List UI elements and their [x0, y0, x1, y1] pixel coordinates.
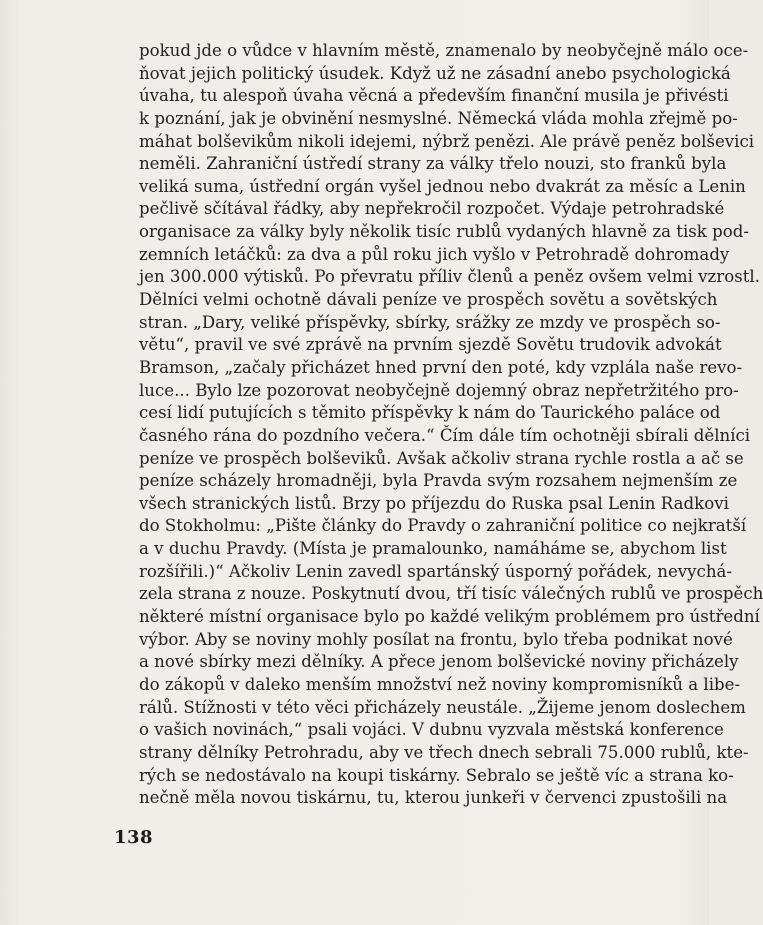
- text-line: nečně měla novou tiskárnu, tu, kterou junkeři v červenci zpustošili na: [139, 788, 728, 808]
- text-line: neměli. Zahraniční ústředí strany za války třelo nouzi, sto franků byla: [139, 154, 727, 174]
- text-line: rálů. Stížnosti v této věci přicházely neustále. „Žijeme jenom doslechem: [139, 697, 746, 717]
- text-line: luce... Bylo lze pozorovat neobyčejně dojemný obraz nepřetržitého pro-: [139, 380, 739, 400]
- text-line: stran. „Dary, veliké příspěvky, sbírky, srážky ze mzdy ve prospěch so-: [139, 312, 721, 332]
- body-text: [139, 40, 763, 810]
- text-line: do zákopů v daleko menším množství než noviny kompromisníků a libe-: [139, 674, 741, 694]
- text-line: organisace za války byly několik tisíc rublů vydaných hlavně za tisk pod-: [139, 222, 749, 242]
- text-line: výbor. Aby se noviny mohly posílat na frontu, bylo třeba podnikat nové: [139, 629, 733, 649]
- text-line: jen 300.000 výtisků. Po převratu příliv členů a peněz ovšem velmi vzrostl.: [139, 267, 760, 287]
- text-line: zemních letáčků: za dva a půl roku jich vyšlo v Petrohradě dohromady: [139, 244, 730, 264]
- text-line: rozšířili.)“ Ačkoliv Lenin zavedl spartánský úsporný pořádek, nevychá-: [139, 561, 732, 581]
- text-line: o vašich novinách,“ psali vojáci. V dubnu vyzvala městská konference: [139, 720, 724, 740]
- text-line: cesí lidí putujících s těmito příspěvky k nám do Taurického paláce od: [139, 403, 721, 423]
- text-line: časného rána do pozdního večera.“ Čím dále tím ochotněji sbírali dělníci: [139, 425, 751, 445]
- text-line: rých se nedostávalo na koupi tiskárny. Sebralo se ještě víc a strana ko-: [139, 765, 734, 785]
- text-line: některé místní organisace bylo po každé velikým problémem pro ústřední: [139, 607, 760, 627]
- text-line: strany dělníky Petrohradu, aby ve třech dnech sebrali 75.000 rublů, kte-: [139, 742, 749, 762]
- text-line: a nové sbírky mezi dělníky. A přece jenom bolševické noviny přicházely: [139, 652, 739, 672]
- text-line: všech stranických listů. Brzy po příjezdu do Ruska psal Lenin Radkovi: [139, 493, 729, 513]
- text-line: pokud jde o vůdce v hlavním městě, znamenalo by neobyčejně málo oce-: [139, 41, 749, 60]
- text-line: Bramson, „začaly přicházet hned první den poté, kdy vzplála naše revo-: [139, 357, 743, 377]
- text-line: k poznání, jak je obvinění nesmyslné. Německá vláda mohla zřejmě po-: [139, 108, 738, 128]
- text-line: a v duchu Pravdy. (Místa je pramalounko, namáháme se, abychom list: [139, 539, 727, 559]
- text-line: peníze scházely hromadněji, byla Pravda svým rozsahem nejmenším ze: [139, 471, 738, 491]
- text-line: větu“, pravil ve své zprávě na prvním sjezdě Sovětu trudovik advokát: [139, 335, 722, 355]
- text-line: pečlivě sčítával řádky, aby nepřekročil rozpočet. Výdaje petrohradské: [139, 199, 725, 219]
- text-line: zela strana z nouze. Poskytnutí dvou, tří tisíc válečných rublů ve prospěch: [139, 584, 763, 604]
- text-line: máhat bolševikům nikoli idejemi, nýbrž penězi. Ale právě peněz bolševici: [139, 131, 755, 151]
- page-number: 138: [114, 827, 154, 848]
- text-line: úvaha, tu alespoň úvaha věcná a především finanční musila je přivésti: [139, 86, 729, 106]
- text-line: Dělníci velmi ochotně dávali peníze ve prospěch sovětu a sovětských: [139, 290, 718, 310]
- text-line: veliká suma, ústřední orgán vyšel jednou nebo dvakrát za měsíc a Lenin: [139, 176, 746, 196]
- text-line: peníze ve prospěch bolševiků. Avšak ačkoliv strana rychle rostla a ač se: [139, 448, 744, 468]
- text-line: ňovat jejich politický úsudek. Když už ne zásadní anebo psychologická: [139, 63, 731, 83]
- text-line: do Stokholmu: „Pište články do Pravdy o zahraniční politice co nejkratší: [139, 516, 747, 536]
